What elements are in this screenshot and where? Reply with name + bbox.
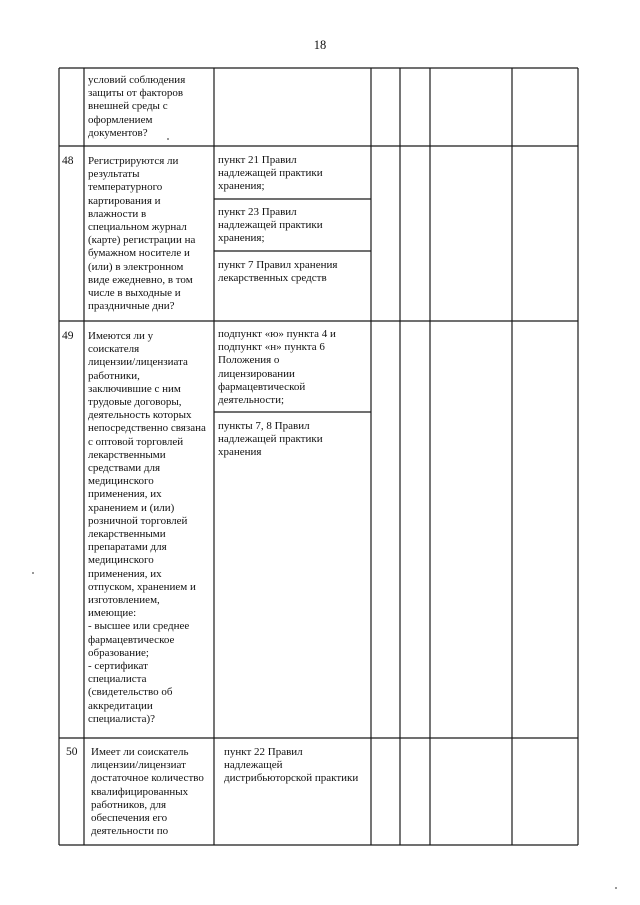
scan-speck xyxy=(615,887,617,889)
question-text-48: Регистрируются ли результаты температурного картирования и влажности в специальном журнал (карте) регистрации на бумажном носителе и (или) в электронном виде ежедневно, в том числе в выходные и праздничные дни? xyxy=(88,155,196,313)
row-number-49: 49 xyxy=(62,330,74,342)
legal-reference-49-2: пункты 7, 8 Правил надлежащей практики хранения xyxy=(218,420,323,459)
legal-reference-48-3: пункт 7 Правил хранения лекарственных средств xyxy=(218,259,338,285)
legal-reference-48-1: пункт 21 Правил надлежащей практики хранения; xyxy=(218,154,323,193)
legal-reference-50-1: пункт 22 Правил надлежащей дистрибьюторской практики xyxy=(224,746,359,785)
legal-reference-48-2: пункт 23 Правил надлежащей практики хранения; xyxy=(218,206,323,245)
page-number: 18 xyxy=(313,38,327,52)
row-number-50: 50 xyxy=(66,746,78,758)
question-text-continued: условий соблюдения защиты от факторов внешней среды с оформлением документов? xyxy=(88,74,186,139)
question-text-50: Имеет ли соискатель лицензии/лицензиат достаточное количество квалифицированных работников, для обеспечения его деятельности по xyxy=(91,746,204,838)
question-text-49: Имеются ли у соискателя лицензии/лицензиата работники, заключившие с ним трудовые договоры, деятельность которых непосредственно связана с оптовой торговлей лекарственными средствами для медицинского применения, их хранением и (или) розничной торговлей лекарственными препаратами для медицинского применения, их отпуском, хранением и изготовлением, имеющие: - высшее или среднее фармацевтическое образование; - сертификат специалиста (свидетельство об аккредитации специалиста)? xyxy=(88,330,206,725)
legal-reference-49-1: подпункт «ю» пункта 4 и подпункт «н» пункта 6 Положения о лицензировании фармацевтической деятельности; xyxy=(218,328,336,407)
scan-speck xyxy=(32,572,34,574)
row-number-48: 48 xyxy=(62,155,74,167)
scan-speck xyxy=(167,138,169,140)
